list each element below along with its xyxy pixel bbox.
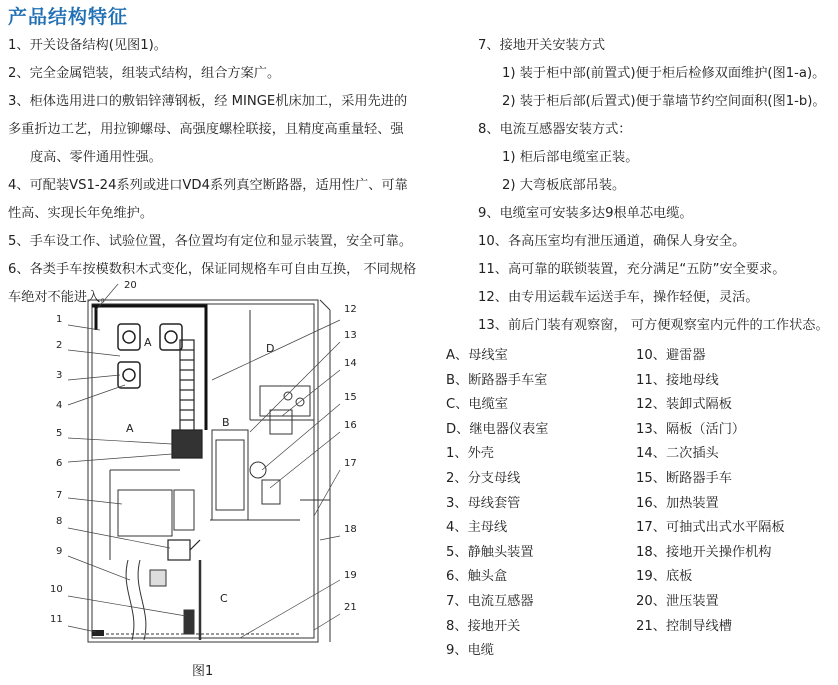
legend-item: 7、电流互感器	[446, 593, 534, 609]
legend-item: 8、接地开关	[446, 618, 521, 634]
legend-item: B、断路器手车室	[446, 372, 548, 388]
legend-item: 19、底板	[636, 569, 693, 585]
compartment-d-label: D	[266, 342, 275, 355]
feature-line: 7、接地开关安装方式	[478, 38, 606, 53]
legend-item: 13、隔板（活门）	[636, 421, 746, 437]
relay-compartment-devices	[260, 386, 310, 416]
callout-leaders	[68, 284, 340, 638]
compartment-b-label: B	[222, 416, 230, 429]
earthing-switch	[168, 540, 200, 560]
compartment-a-label: A	[126, 422, 134, 435]
legend-item: 2、分支母线	[446, 470, 521, 486]
features-right-column	[478, 32, 829, 340]
callout-11: 11	[50, 614, 63, 625]
callout-20: 20	[124, 280, 137, 291]
feature-line: 13、前后门装有观察窗， 可方便观察室内元件的工作状态。	[478, 318, 829, 333]
callout-17: 17	[344, 458, 357, 469]
callout-6: 6	[56, 458, 63, 469]
cable	[126, 560, 200, 640]
feature-line: 6、各类手车按模数积木式变化，保证同规格车可自由互换， 不同规格	[8, 262, 417, 277]
feature-line: 10、各高压室均有泄压通道，确保人身安全。	[478, 234, 746, 249]
feature-subline: 2) 装于柜后部(后置式)便于靠墙节约空间面积(图1-b)。	[502, 94, 826, 109]
switchgear-diagram	[0, 276, 440, 660]
compartment-a-label-upper: A	[144, 336, 152, 349]
callout-14: 14	[344, 358, 357, 369]
callout-12: 12	[344, 304, 357, 315]
feature-line: 11、高可靠的联锁装置，充分满足“五防”安全要求。	[478, 262, 786, 277]
feature-line: 多重折边工艺，用拉铆螺母、高强度螺栓联接，且精度高重量轻、强	[8, 122, 404, 137]
callout-1: 1	[56, 314, 63, 325]
figure-caption: 图1	[192, 664, 214, 679]
earth-busbar	[92, 630, 104, 636]
feature-line: 12、由专用运载车运送手车，操作轻便，灵活。	[478, 290, 759, 305]
callout-7: 7	[56, 490, 63, 501]
compartment-c-label: C	[220, 592, 228, 605]
legend-item: 14、二次插头	[636, 446, 719, 462]
feature-line: 2、完全金属铠装，组装式结构，组合方案广。	[8, 66, 281, 81]
callout-16: 16	[344, 420, 357, 431]
page-title: 产品结构特征	[8, 6, 129, 28]
callout-10: 10	[50, 584, 63, 595]
legend-item: 9、电缆	[446, 643, 494, 659]
feature-line: 3、柜体选用进口的敷铝锌薄钢板，经 MINGE机床加工，采用先进的	[8, 94, 408, 109]
feature-subline: 2) 大弯板底部吊装。	[502, 178, 626, 193]
legend-item: 5、静触头装置	[446, 544, 534, 560]
feature-subline: 1) 柜后部电缆室正装。	[502, 150, 639, 165]
callout-3: 3	[56, 370, 63, 381]
callout-2: 2	[56, 340, 63, 351]
callout-18: 18	[344, 524, 357, 535]
legend-item: 21、控制导线槽	[636, 618, 732, 634]
legend-item: 6、触头盒	[446, 569, 508, 585]
branch-busbar	[172, 340, 202, 458]
callout-19: 19	[344, 570, 357, 581]
callout-5: 5	[56, 428, 63, 439]
feature-subline: 1) 装于柜中部(前置式)便于柜后检修双面维护(图1-a)。	[502, 66, 826, 81]
legend-item: 10、避雷器	[636, 348, 706, 363]
legend-item: 16、加热装置	[636, 495, 719, 511]
legend-item: 3、母线套管	[446, 495, 521, 511]
callout-9: 9	[56, 546, 63, 557]
legend-item: C、电缆室	[446, 397, 508, 413]
current-transformer	[118, 490, 194, 536]
legend-item: 17、可抽式出式水平隔板	[636, 520, 785, 536]
feature-line: 1、开关设备结构(见图1)。	[8, 38, 167, 53]
legend-item: 1、外壳	[446, 446, 494, 462]
legend-item: 20、泄压装置	[636, 593, 719, 609]
feature-line: 4、可配装VS1-24系列或进口VD4系列真空断路器，适用性广、可靠	[8, 178, 408, 193]
callout-8: 8	[56, 516, 63, 527]
callout-15: 15	[344, 392, 357, 403]
callout-13: 13	[344, 330, 357, 341]
legend-item: 12、装卸式隔板	[636, 397, 732, 413]
feature-line: 度高、零件通用性强。	[30, 150, 162, 165]
legend-column-1	[446, 344, 548, 664]
feature-line: 性高、实现长年免维护。	[8, 206, 154, 221]
legend-item: D、继电器仪表室	[446, 421, 549, 437]
feature-line: 8、电流互感器安装方式：	[478, 122, 632, 137]
feature-line: 车绝对不能进入。	[8, 290, 114, 305]
feature-line: 9、电缆室可安装多达9根单芯电缆。	[478, 206, 693, 221]
legend-column-2	[636, 344, 785, 639]
legend-item: 11、接地母线	[636, 372, 719, 388]
busbar-bushings	[118, 324, 182, 388]
callout-4: 4	[56, 400, 63, 411]
legend-item: 4、主母线	[446, 520, 508, 536]
pressure-relief-device	[92, 306, 206, 430]
callout-numbers	[50, 280, 357, 625]
features-left-column	[8, 32, 448, 312]
feature-line: 5、手车设工作、试验位置，各位置均有定位和显示装置，安全可靠。	[8, 234, 413, 249]
callout-21: 21	[344, 602, 357, 613]
legend-item: A、母线室	[446, 348, 508, 363]
cabinet-outline	[88, 300, 330, 642]
legend-item: 18、接地开关操作机构	[636, 544, 772, 560]
legend-item: 15、断路器手车	[636, 470, 732, 486]
